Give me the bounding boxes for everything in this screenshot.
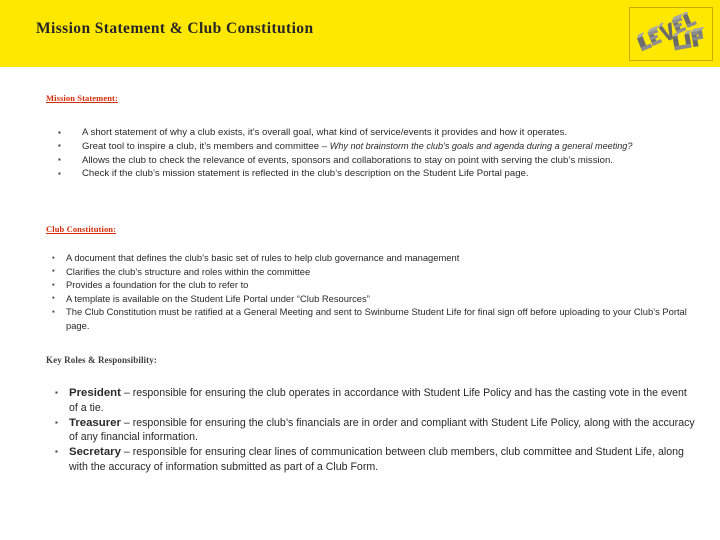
bullet-text: The Club Constitution must be ratified at a General Meeting and sent to Swinburne Student Life for final sign off before uploading to your Club’s Portal page. [66,306,687,331]
bullet-text: – responsible for ensuring the club’s financials are in order and compliant with Student Life Policy, along with the accuracy of any financial information. [69,416,695,444]
role-name: President [69,387,121,399]
page-title: Mission Statement & Club Constitution [36,20,314,37]
list-item [55,416,695,445]
title-banner [0,0,720,67]
bullet-text: A template is available on the Student Life Portal under “Club Resources” [66,292,370,304]
list-item [58,126,694,140]
bullet-text: Great tool to inspire a club, it’s members and committee – [82,140,330,152]
bullet-text: – responsible for ensuring the club operates in accordance with Student Life Policy and has the casting vote in the event of a tie. [69,387,687,414]
mission-statement-bullet-list [58,126,694,181]
list-item [52,265,692,279]
bullet-text: A document that defines the club’s basic set of rules to help club governance and management [66,252,460,263]
bullet-text-italic: Why not brainstorm the club’s goals and agenda during a general meeting? [329,140,633,151]
heading-key-roles: Key Roles & Responsibility: [46,355,157,365]
list-item [55,445,695,474]
role-name: Treasurer [69,416,121,429]
list-item [58,140,694,154]
key-roles-bullet-list [55,386,695,475]
slide-content [0,67,720,540]
role-name: Secretary [69,446,121,459]
bullet-text: Provides a foundation for the club to refer to [66,279,249,291]
list-item [58,167,694,181]
heading-club-constitution: Club Constitution: [46,224,117,234]
list-item [52,251,692,265]
list-item [58,154,694,168]
level-up-logo-box [629,7,713,61]
bullet-text: Check if the club’s mission statement is reflected in the club’s description on the Student Life Portal page. [82,168,529,180]
level-up-logo-icon [634,12,708,56]
bullet-text: Clarifies the club’s structure and roles within the committee [66,265,311,277]
list-item [52,305,692,332]
bullet-text: Allows the club to check the relevance of events, sponsors and collaborations to stay on point with serving the club’s mission. [82,154,613,166]
list-item [52,278,692,292]
bullet-text: – responsible for ensuring clear lines of communication between club members, club committee and Student Life, along with the accuracy of information submitted as part of a Club Form. [69,446,684,473]
heading-mission-statement: Mission Statement: [46,93,118,103]
list-item [55,386,695,415]
bullet-text: A short statement of why a club exists, it’s overall goal, what kind of service/events it provides and how it operates. [82,127,568,138]
list-item [52,292,692,306]
club-constitution-bullet-list [52,251,692,333]
